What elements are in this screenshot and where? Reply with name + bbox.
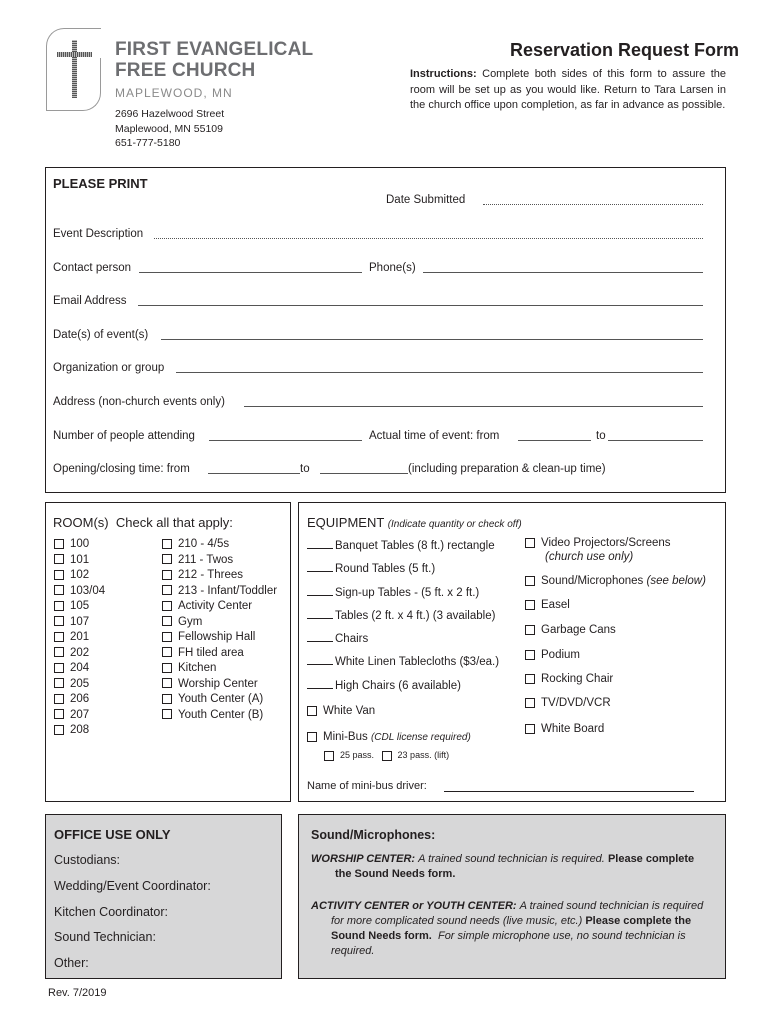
equipment-check-item[interactable]	[525, 575, 706, 587]
room-label: 103/04	[70, 584, 106, 597]
equipment-label: Round Tables (5 ft.)	[335, 563, 436, 575]
room-item[interactable]	[162, 693, 263, 705]
equipment-title: EQUIPMENT	[307, 515, 385, 530]
instructions-label: Instructions:	[410, 68, 477, 80]
room-label: 101	[70, 553, 90, 566]
church-city: MAPLEWOOD, MN	[115, 86, 233, 100]
church-name-line1: FIRST EVANGELICAL	[115, 39, 314, 60]
room-label: 102	[70, 569, 90, 581]
pass25-checkbox[interactable]	[324, 751, 334, 761]
worship-bold: Please complete	[607, 853, 695, 865]
equipment-label: High Chairs (6 available)	[335, 680, 461, 692]
equipment-check-item[interactable]	[525, 673, 613, 685]
room-item[interactable]	[162, 585, 277, 597]
activity-text4: required.	[331, 945, 375, 957]
quantity-blank[interactable]	[307, 595, 333, 596]
quantity-blank[interactable]	[307, 641, 333, 642]
room-item[interactable]	[162, 569, 243, 581]
room-item[interactable]	[162, 600, 252, 612]
worship-line-1	[311, 853, 694, 865]
activity-label: ACTIVITY CENTER or YOUTH CENTER:	[311, 900, 517, 912]
equipment-label: White Board	[541, 723, 605, 735]
people-label: Number of people attending	[53, 430, 195, 442]
room-checkbox[interactable]	[54, 663, 64, 673]
people-field[interactable]	[209, 440, 362, 441]
minibus-note: (CDL license required)	[370, 732, 471, 743]
room-item[interactable]	[54, 709, 89, 721]
quantity-blank[interactable]	[307, 571, 333, 572]
room-item[interactable]	[162, 678, 258, 690]
room-item[interactable]	[54, 724, 89, 736]
room-label: 213 - Infant/Toddler	[178, 584, 278, 597]
actual-time-to-field[interactable]	[608, 440, 703, 441]
room-checkbox[interactable]	[54, 725, 64, 735]
office-line	[54, 905, 168, 919]
room-checkbox[interactable]	[54, 709, 64, 719]
address-label: Address (non-church events only)	[53, 396, 225, 408]
video-note: (church use only)	[545, 551, 634, 563]
please-print-section	[45, 167, 726, 493]
opening-to-field[interactable]	[320, 473, 408, 474]
room-item[interactable]	[162, 709, 263, 721]
room-checkbox[interactable]	[162, 632, 172, 642]
equipment-label: TV/DVD/VCR	[541, 697, 611, 709]
equipment-check-item[interactable]	[525, 624, 616, 636]
equipment-checkbox[interactable]	[525, 600, 535, 610]
activity-line-3	[331, 930, 686, 942]
event-description-field[interactable]	[154, 238, 703, 239]
please-print-heading: PLEASE PRINT	[53, 176, 148, 191]
equipment-label: Banquet Tables (8 ft.) rectangle	[335, 540, 495, 552]
equipment-item[interactable]	[307, 680, 461, 692]
room-item[interactable]	[54, 647, 89, 659]
room-checkbox[interactable]	[54, 554, 64, 564]
organization-label: Organization or group	[53, 362, 165, 374]
rooms-section	[45, 502, 291, 802]
equipment-checkbox[interactable]	[525, 650, 535, 660]
room-item[interactable]	[54, 616, 89, 628]
office-line	[54, 930, 156, 944]
contact-person-field[interactable]	[139, 272, 362, 273]
room-item[interactable]	[54, 585, 105, 597]
office-line	[54, 853, 120, 867]
equipment-section	[298, 502, 726, 802]
white-van-item[interactable]	[307, 705, 375, 717]
room-item[interactable]	[54, 662, 89, 674]
equipment-label: Podium	[541, 649, 580, 661]
worship-text: A trained sound technician is required.	[418, 853, 605, 865]
equipment-item[interactable]	[307, 540, 495, 552]
office-line-label: Kitchen Coordinator:	[54, 904, 168, 919]
equipment-checkbox[interactable]	[525, 724, 535, 734]
room-checkbox[interactable]	[162, 601, 172, 611]
room-checkbox[interactable]	[162, 539, 172, 549]
address-line1: 2696 Hazelwood Street	[115, 108, 225, 120]
room-checkbox[interactable]	[162, 647, 172, 657]
equipment-checkbox[interactable]	[525, 674, 535, 684]
church-name	[115, 39, 313, 81]
room-checkbox[interactable]	[54, 585, 64, 595]
minibus-label: Mini-Bus	[323, 731, 368, 743]
room-label: 207	[70, 708, 90, 721]
address-line2: Maplewood, MN 55109	[115, 122, 223, 135]
room-item[interactable]	[54, 569, 89, 581]
sound-note: (see below)	[646, 575, 706, 587]
activity-line-2	[331, 915, 691, 927]
cross-icon	[72, 40, 77, 98]
room-item[interactable]	[54, 600, 89, 612]
room-checkbox[interactable]	[162, 663, 172, 673]
quantity-blank[interactable]	[307, 688, 333, 689]
room-item[interactable]	[54, 538, 89, 550]
form-title: Reservation Request Form	[510, 40, 740, 60]
room-label: Fellowship Hall	[178, 631, 256, 643]
room-label: 105	[70, 600, 90, 612]
equipment-check-item[interactable]	[525, 599, 570, 611]
office-line-label: Custodians:	[54, 853, 121, 867]
equipment-checkbox[interactable]	[525, 538, 535, 548]
actual-time-from-field[interactable]	[518, 440, 591, 441]
room-checkbox[interactable]	[54, 678, 64, 688]
room-item[interactable]	[162, 647, 244, 659]
equipment-check-item[interactable]	[525, 537, 671, 549]
opening-label: Opening/closing time: from	[53, 463, 190, 475]
room-label: 204	[70, 662, 90, 674]
instructions	[410, 67, 726, 114]
white-van-label: White Van	[323, 705, 376, 717]
minibus-pass-options	[324, 750, 449, 761]
equipment-item[interactable]	[307, 633, 368, 645]
room-label: 212 - Threes	[178, 569, 243, 581]
equipment-check-item[interactable]	[525, 723, 604, 735]
equipment-label: Tables (2 ft. x 4 ft.) (3 available)	[335, 610, 496, 622]
equipment-item[interactable]	[307, 656, 499, 668]
pass23-checkbox[interactable]	[382, 751, 392, 761]
room-item[interactable]	[54, 693, 89, 705]
equipment-label: Sign-up Tables - (5 ft. x 2 ft.)	[335, 587, 480, 599]
actual-time-label: Actual time of event: from	[369, 430, 500, 442]
room-label: 205	[70, 677, 90, 690]
room-checkbox[interactable]	[54, 601, 64, 611]
pass23-label: 23 pass. (lift)	[397, 750, 450, 760]
quantity-blank[interactable]	[307, 618, 333, 619]
phones-label: Phone(s)	[369, 262, 416, 274]
equipment-label: Rocking Chair	[541, 673, 614, 685]
office-line-label: Sound Technician:	[54, 930, 156, 945]
equipment-item[interactable]	[307, 563, 435, 575]
office-use-section	[45, 814, 282, 979]
activity-text3: For simple microphone use, no sound technician is	[437, 930, 686, 942]
quantity-blank[interactable]	[307, 548, 333, 549]
room-label: 206	[70, 693, 90, 705]
equipment-label: White Linen Tablecloths ($3/ea.)	[335, 656, 500, 668]
room-item[interactable]	[54, 631, 89, 643]
rooms-heading	[53, 515, 233, 530]
room-checkbox[interactable]	[54, 632, 64, 642]
office-line-label: Other:	[54, 956, 89, 971]
room-checkbox[interactable]	[162, 694, 172, 704]
activity-line-4	[331, 945, 374, 957]
contact-person-label: Contact person	[53, 262, 131, 274]
room-item[interactable]	[162, 554, 233, 566]
activity-text2: for more complicated sound needs (live music, etc.)	[331, 915, 583, 927]
address-field[interactable]	[244, 406, 703, 407]
office-line-label: Wedding/Event Coordinator:	[54, 878, 211, 893]
room-label: 202	[70, 646, 90, 659]
date-submitted-field[interactable]	[483, 204, 703, 205]
equipment-check-item[interactable]	[525, 697, 611, 709]
equipment-item[interactable]	[307, 610, 495, 622]
sound-heading: Sound/Microphones:	[311, 828, 436, 842]
minibus-item[interactable]	[307, 731, 471, 743]
instructions-text: Complete both sides of this form to assure the room will be set up as you would like. Return to Tara Larsen in the church office upon completion, as far in advance as possible.	[410, 68, 726, 111]
equipment-checkbox[interactable]	[525, 698, 535, 708]
room-item[interactable]	[162, 616, 202, 628]
room-checkbox[interactable]	[162, 554, 172, 564]
equipment-note: (Indicate quantity or check off)	[387, 519, 522, 530]
sound-section	[298, 814, 726, 979]
minibus-checkbox[interactable]	[307, 732, 317, 742]
room-checkbox[interactable]	[54, 647, 64, 657]
activity-line-1	[311, 900, 703, 912]
pass25-label: 25 pass.	[340, 750, 375, 760]
room-checkbox[interactable]	[54, 694, 64, 704]
room-item[interactable]	[162, 538, 229, 550]
church-address	[115, 107, 224, 151]
room-label: FH tiled area	[178, 646, 244, 659]
opening-to-label: to	[300, 463, 310, 475]
room-checkbox[interactable]	[162, 616, 172, 626]
rooms-title: ROOM(s)	[53, 515, 109, 530]
email-label: Email Address	[53, 295, 127, 307]
activity-bold2: Sound Needs form.	[331, 930, 432, 942]
room-checkbox[interactable]	[54, 539, 64, 549]
worship-label: WORSHIP CENTER:	[311, 853, 416, 865]
room-label: 107	[70, 615, 90, 628]
room-item[interactable]	[162, 662, 216, 674]
equipment-checkbox[interactable]	[525, 576, 535, 586]
rooms-subheading: Check all that apply:	[115, 515, 233, 530]
driver-field[interactable]	[444, 791, 694, 792]
room-label: Kitchen	[178, 662, 217, 674]
equipment-label: Video Projectors/Screens	[541, 537, 671, 549]
dates-field[interactable]	[161, 339, 703, 340]
video-note-line	[545, 551, 633, 563]
opening-from-field[interactable]	[208, 473, 300, 474]
equipment-check-item[interactable]	[525, 649, 580, 661]
room-checkbox[interactable]	[162, 678, 172, 688]
phones-field[interactable]	[423, 272, 703, 273]
white-van-checkbox[interactable]	[307, 706, 317, 716]
activity-text: A trained sound technician is required	[519, 900, 704, 912]
room-label: Youth Center (B)	[178, 708, 264, 721]
room-label: Gym	[178, 615, 203, 628]
room-label: Youth Center (A)	[178, 693, 264, 705]
equipment-checkbox[interactable]	[525, 625, 535, 635]
worship-line-2: the Sound Needs form.	[335, 868, 456, 880]
event-description-label: Event Description	[53, 228, 144, 240]
equipment-label: Garbage Cans	[541, 624, 616, 636]
opening-note: (including preparation & clean-up time)	[408, 463, 606, 475]
email-field[interactable]	[138, 305, 703, 306]
office-line	[54, 956, 89, 970]
room-label: 100	[70, 538, 90, 550]
room-label: 210 - 4/5s	[178, 538, 230, 550]
equipment-label: Chairs	[335, 633, 369, 645]
room-checkbox[interactable]	[54, 616, 64, 626]
office-heading: OFFICE USE ONLY	[54, 827, 171, 842]
room-item[interactable]	[54, 554, 89, 566]
room-label: Worship Center	[178, 677, 258, 690]
room-checkbox[interactable]	[162, 570, 172, 580]
cross-icon-bar	[57, 52, 92, 57]
room-label: 208	[70, 724, 90, 736]
date-submitted-label: Date Submitted	[386, 194, 466, 206]
activity-bold: Please complete the	[585, 915, 692, 927]
driver-label: Name of mini-bus driver:	[307, 780, 427, 792]
equipment-item[interactable]	[307, 587, 479, 599]
room-checkbox[interactable]	[162, 585, 172, 595]
equipment-heading	[307, 515, 522, 530]
room-label: Activity Center	[178, 600, 253, 612]
equipment-label: Easel	[541, 599, 570, 611]
office-line	[54, 879, 211, 893]
quantity-blank[interactable]	[307, 664, 333, 665]
church-name-line2: FREE CHURCH	[115, 60, 256, 81]
organization-field[interactable]	[176, 372, 703, 373]
room-checkbox[interactable]	[162, 709, 172, 719]
room-label: 211 - Twos	[178, 553, 234, 566]
dates-label: Date(s) of event(s)	[53, 329, 149, 341]
room-item[interactable]	[162, 631, 255, 643]
room-checkbox[interactable]	[54, 570, 64, 580]
revision-label: Rev. 7/2019	[48, 987, 107, 999]
actual-time-to-label: to	[596, 430, 606, 442]
room-label: 201	[70, 631, 90, 643]
equipment-label: Sound/Microphones	[541, 575, 644, 587]
church-phone: 651-777-5180	[115, 137, 181, 149]
room-item[interactable]	[54, 678, 89, 690]
